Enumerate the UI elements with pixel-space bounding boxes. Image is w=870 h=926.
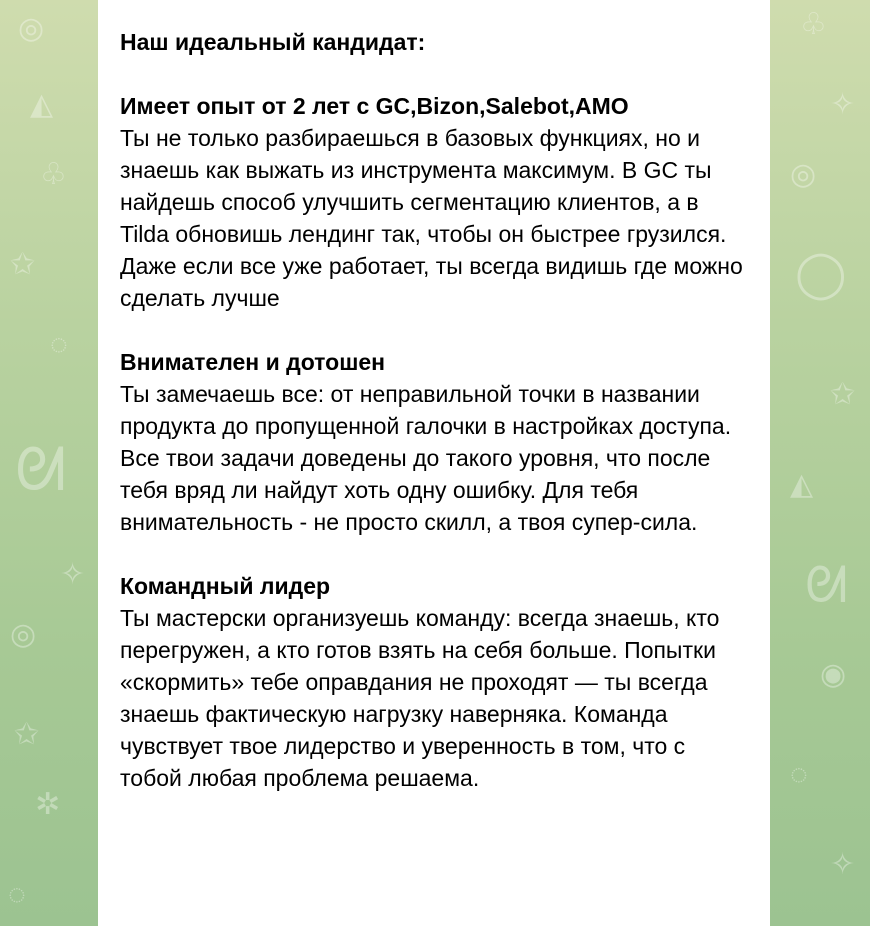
message-heading: Наш идеальный кандидат: xyxy=(120,29,426,55)
star-icon: ✩ xyxy=(830,378,856,411)
message-bubble xyxy=(98,0,770,926)
star-icon: ✧ xyxy=(830,848,856,881)
pizza-icon: ◭ xyxy=(790,468,814,501)
balloon-icon: ◯ xyxy=(795,247,847,299)
spiral-icon: ◌ xyxy=(50,328,68,361)
dinosaur-icon: ᘛ xyxy=(15,436,67,503)
section-leader xyxy=(120,570,748,794)
star-icon: ✧ xyxy=(830,88,856,121)
section-experience xyxy=(120,90,748,314)
section-text: Ты не только разбираешься в базовых функциях, но и знаешь как выжать из инструмента максимум. В GC ты найдешь способ улучшить сегментацию клиентов, а в Tilda обновишь лендинг так, чтобы он быстрее грузился. Даже если все уже работает, ты всегда видишь где можно сделать лучше xyxy=(120,125,743,311)
spiral-icon: ◎ xyxy=(18,12,45,45)
star-icon: ✧ xyxy=(60,558,86,591)
spiral-icon: ◌ xyxy=(790,758,808,791)
lollipop-icon: ◉ xyxy=(820,658,847,691)
cherry-icon: ♧ xyxy=(40,158,67,191)
spiral-icon: ◌ xyxy=(8,878,26,911)
section-text: Ты замечаешь все: от неправильной точки в названии продукта до пропущенной галочки в настройках доступа. Все твои задачи доведены до такого уровня, что после тебя вряд ли найдут хоть одну ошибку. Для тебя внимательность - не просто скилл, а твоя супер-сила. xyxy=(120,381,732,535)
section-title: Имеет опыт от 2 лет с GC,Bizon,Salebot,AMO xyxy=(120,93,629,119)
star-icon: ✩ xyxy=(14,718,40,751)
dinosaur-icon: ᘛ xyxy=(805,557,848,613)
section-text: Ты мастерски организуешь команду: всегда знаешь, кто перегружен, а кто готов взять на себя больше. Попытки «скормить» тебе оправдания не проходят — ты всегда знаешь фактическую нагрузку наверняка. Команда чувствует твое лидерство и уверенность в том, что с тобой любая проблема решаема. xyxy=(120,605,720,791)
star-icon: ✩ xyxy=(10,248,36,281)
cherry-icon: ♧ xyxy=(800,8,827,41)
pizza-icon: ◭ xyxy=(30,88,54,121)
spiral-icon: ◎ xyxy=(10,618,37,651)
spiral-icon: ◎ xyxy=(790,158,817,191)
cookie-icon: ✲ xyxy=(35,788,61,821)
section-attentive xyxy=(120,346,748,538)
section-title: Внимателен и дотошен xyxy=(120,349,386,375)
section-title: Командный лидер xyxy=(120,573,331,599)
